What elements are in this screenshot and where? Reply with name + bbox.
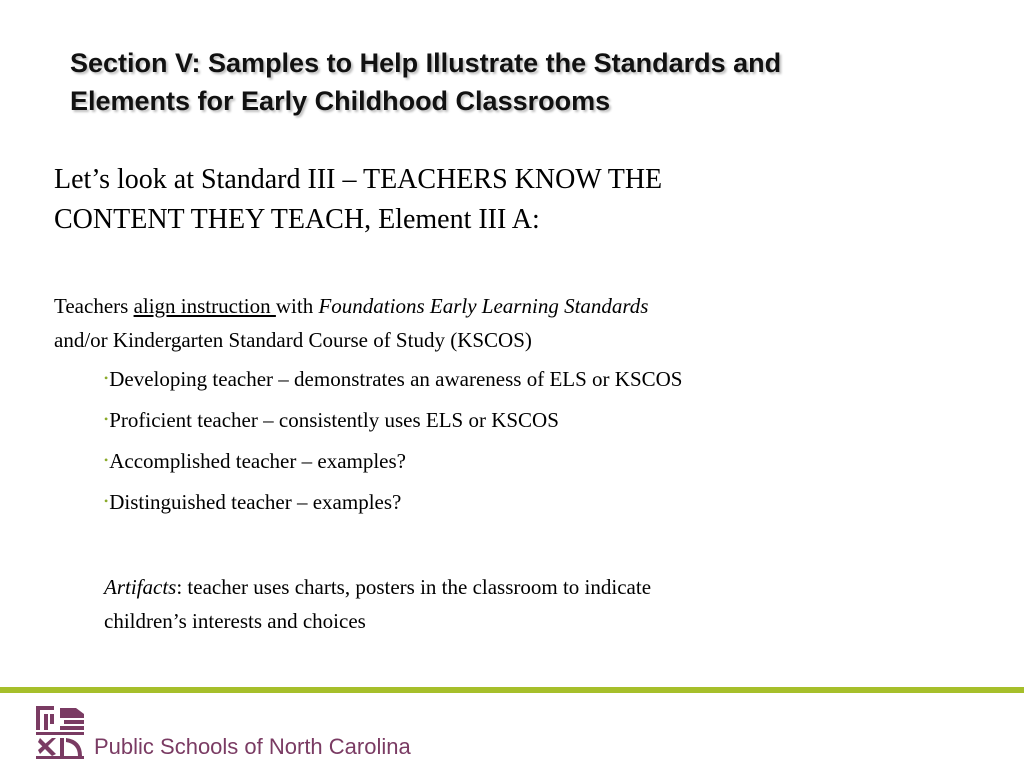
para-prefix: Teachers — [54, 294, 134, 318]
list-item-text: Developing teacher – demonstrates an awareness of ELS or KSCOS — [109, 367, 683, 391]
para-italic: Foundations Early Learning Standards — [318, 294, 649, 318]
list-item — [104, 366, 682, 407]
artifacts-label: Artifacts — [104, 575, 177, 599]
bullet-icon: • — [104, 494, 109, 508]
list-item-text: Distinguished teacher – examples? — [109, 490, 402, 514]
bullet-icon: • — [104, 371, 109, 385]
bullet-icon: • — [104, 453, 109, 467]
para-line-2: and/or Kindergarten Standard Course of Study (KSCOS) — [54, 328, 532, 352]
lead-line-2: CONTENT THEY TEACH, Element III A: — [54, 204, 540, 235]
list-item — [104, 448, 682, 489]
para-underlined: align instruction — [133, 294, 276, 318]
title-line-1: Section V: Samples to Help Illustrate the Standards and — [70, 48, 782, 78]
slide-body — [54, 160, 994, 633]
bullet-icon: • — [104, 412, 109, 426]
list-item — [104, 489, 682, 530]
slide-title — [70, 44, 990, 120]
title-line-2: Elements for Early Childhood Classrooms — [70, 86, 611, 116]
list-item-text: Accomplished teacher – examples? — [109, 449, 406, 473]
list-item — [104, 407, 682, 448]
lead-line-1: Let’s look at Standard III – TEACHERS KNOW THE — [54, 164, 663, 195]
lead-text — [54, 160, 994, 240]
nc-public-schools-logo-icon — [34, 704, 88, 760]
footer-divider — [0, 687, 1024, 693]
organization-name: Public Schools of North Carolina — [94, 734, 411, 759]
para-middle: with — [275, 294, 319, 318]
artifacts-line-2: children’s interests and choices — [104, 609, 366, 633]
teacher-levels-list — [104, 366, 682, 530]
element-description — [54, 289, 994, 357]
list-item-text: Proficient teacher – consistently uses ELS or KSCOS — [109, 408, 559, 432]
artifacts-note — [104, 570, 964, 638]
artifacts-text: : teacher uses charts, posters in the classroom to indicate — [176, 575, 652, 599]
